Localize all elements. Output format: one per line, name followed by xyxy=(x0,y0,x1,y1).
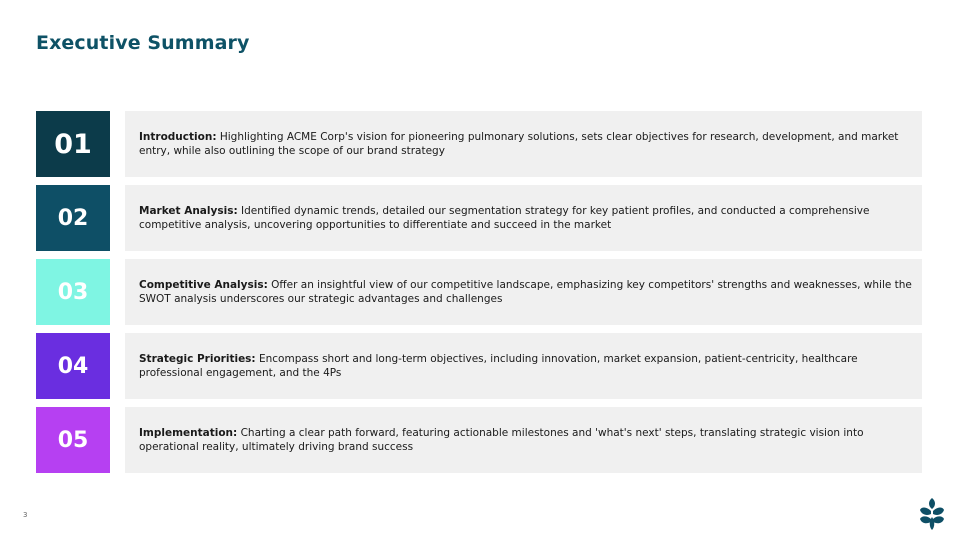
summary-item-competitive-analysis xyxy=(36,259,922,325)
item-number-badge: 02 xyxy=(36,185,110,251)
item-number-badge: 05 xyxy=(36,407,110,473)
item-text: Offer an insightful view of our competitive landscape, emphasizing key competitors' strengths and weaknesses, while the SWOT analysis underscores our strategic advantages and challenges xyxy=(139,279,912,305)
summary-item-market-analysis xyxy=(36,185,922,251)
item-label: Implementation: xyxy=(139,427,238,439)
page-title: Executive Summary xyxy=(36,32,250,54)
item-description-box xyxy=(125,407,922,473)
item-description-box xyxy=(125,111,922,177)
item-label: Introduction: xyxy=(139,131,217,143)
item-text: Highlighting ACME Corp's vision for pioneering pulmonary solutions, sets clear objectives for research, development, and market entry, while also outlining the scope of our brand strategy xyxy=(139,131,899,157)
summary-item-implementation xyxy=(36,407,922,473)
item-text: Charting a clear path forward, featuring actionable milestones and 'what's next' steps, translating strategic vision into operational reality, ultimately driving brand success xyxy=(139,427,864,453)
item-description-box xyxy=(125,333,922,399)
item-number-badge: 03 xyxy=(36,259,110,325)
item-number-badge: 01 xyxy=(36,111,110,177)
summary-item-strategic-priorities xyxy=(36,333,922,399)
item-description-box xyxy=(125,185,922,251)
item-text: Identified dynamic trends, detailed our segmentation strategy for key patient profiles, and conducted a comprehensive competitive analysis, uncovering opportunities to differentiate and succeed in the market xyxy=(139,205,870,231)
item-label: Market Analysis: xyxy=(139,205,238,217)
leaf-logo-icon xyxy=(919,497,945,531)
item-text: Encompass short and long-term objectives, including innovation, market expansion, patient-centricity, healthcare professional engagement, and the 4Ps xyxy=(139,353,858,379)
item-label: Competitive Analysis: xyxy=(139,279,268,291)
item-number-badge: 04 xyxy=(36,333,110,399)
summary-item-introduction xyxy=(36,111,922,177)
item-label: Strategic Priorities: xyxy=(139,353,256,365)
page-number: 3 xyxy=(23,511,28,519)
item-description-box xyxy=(125,259,922,325)
